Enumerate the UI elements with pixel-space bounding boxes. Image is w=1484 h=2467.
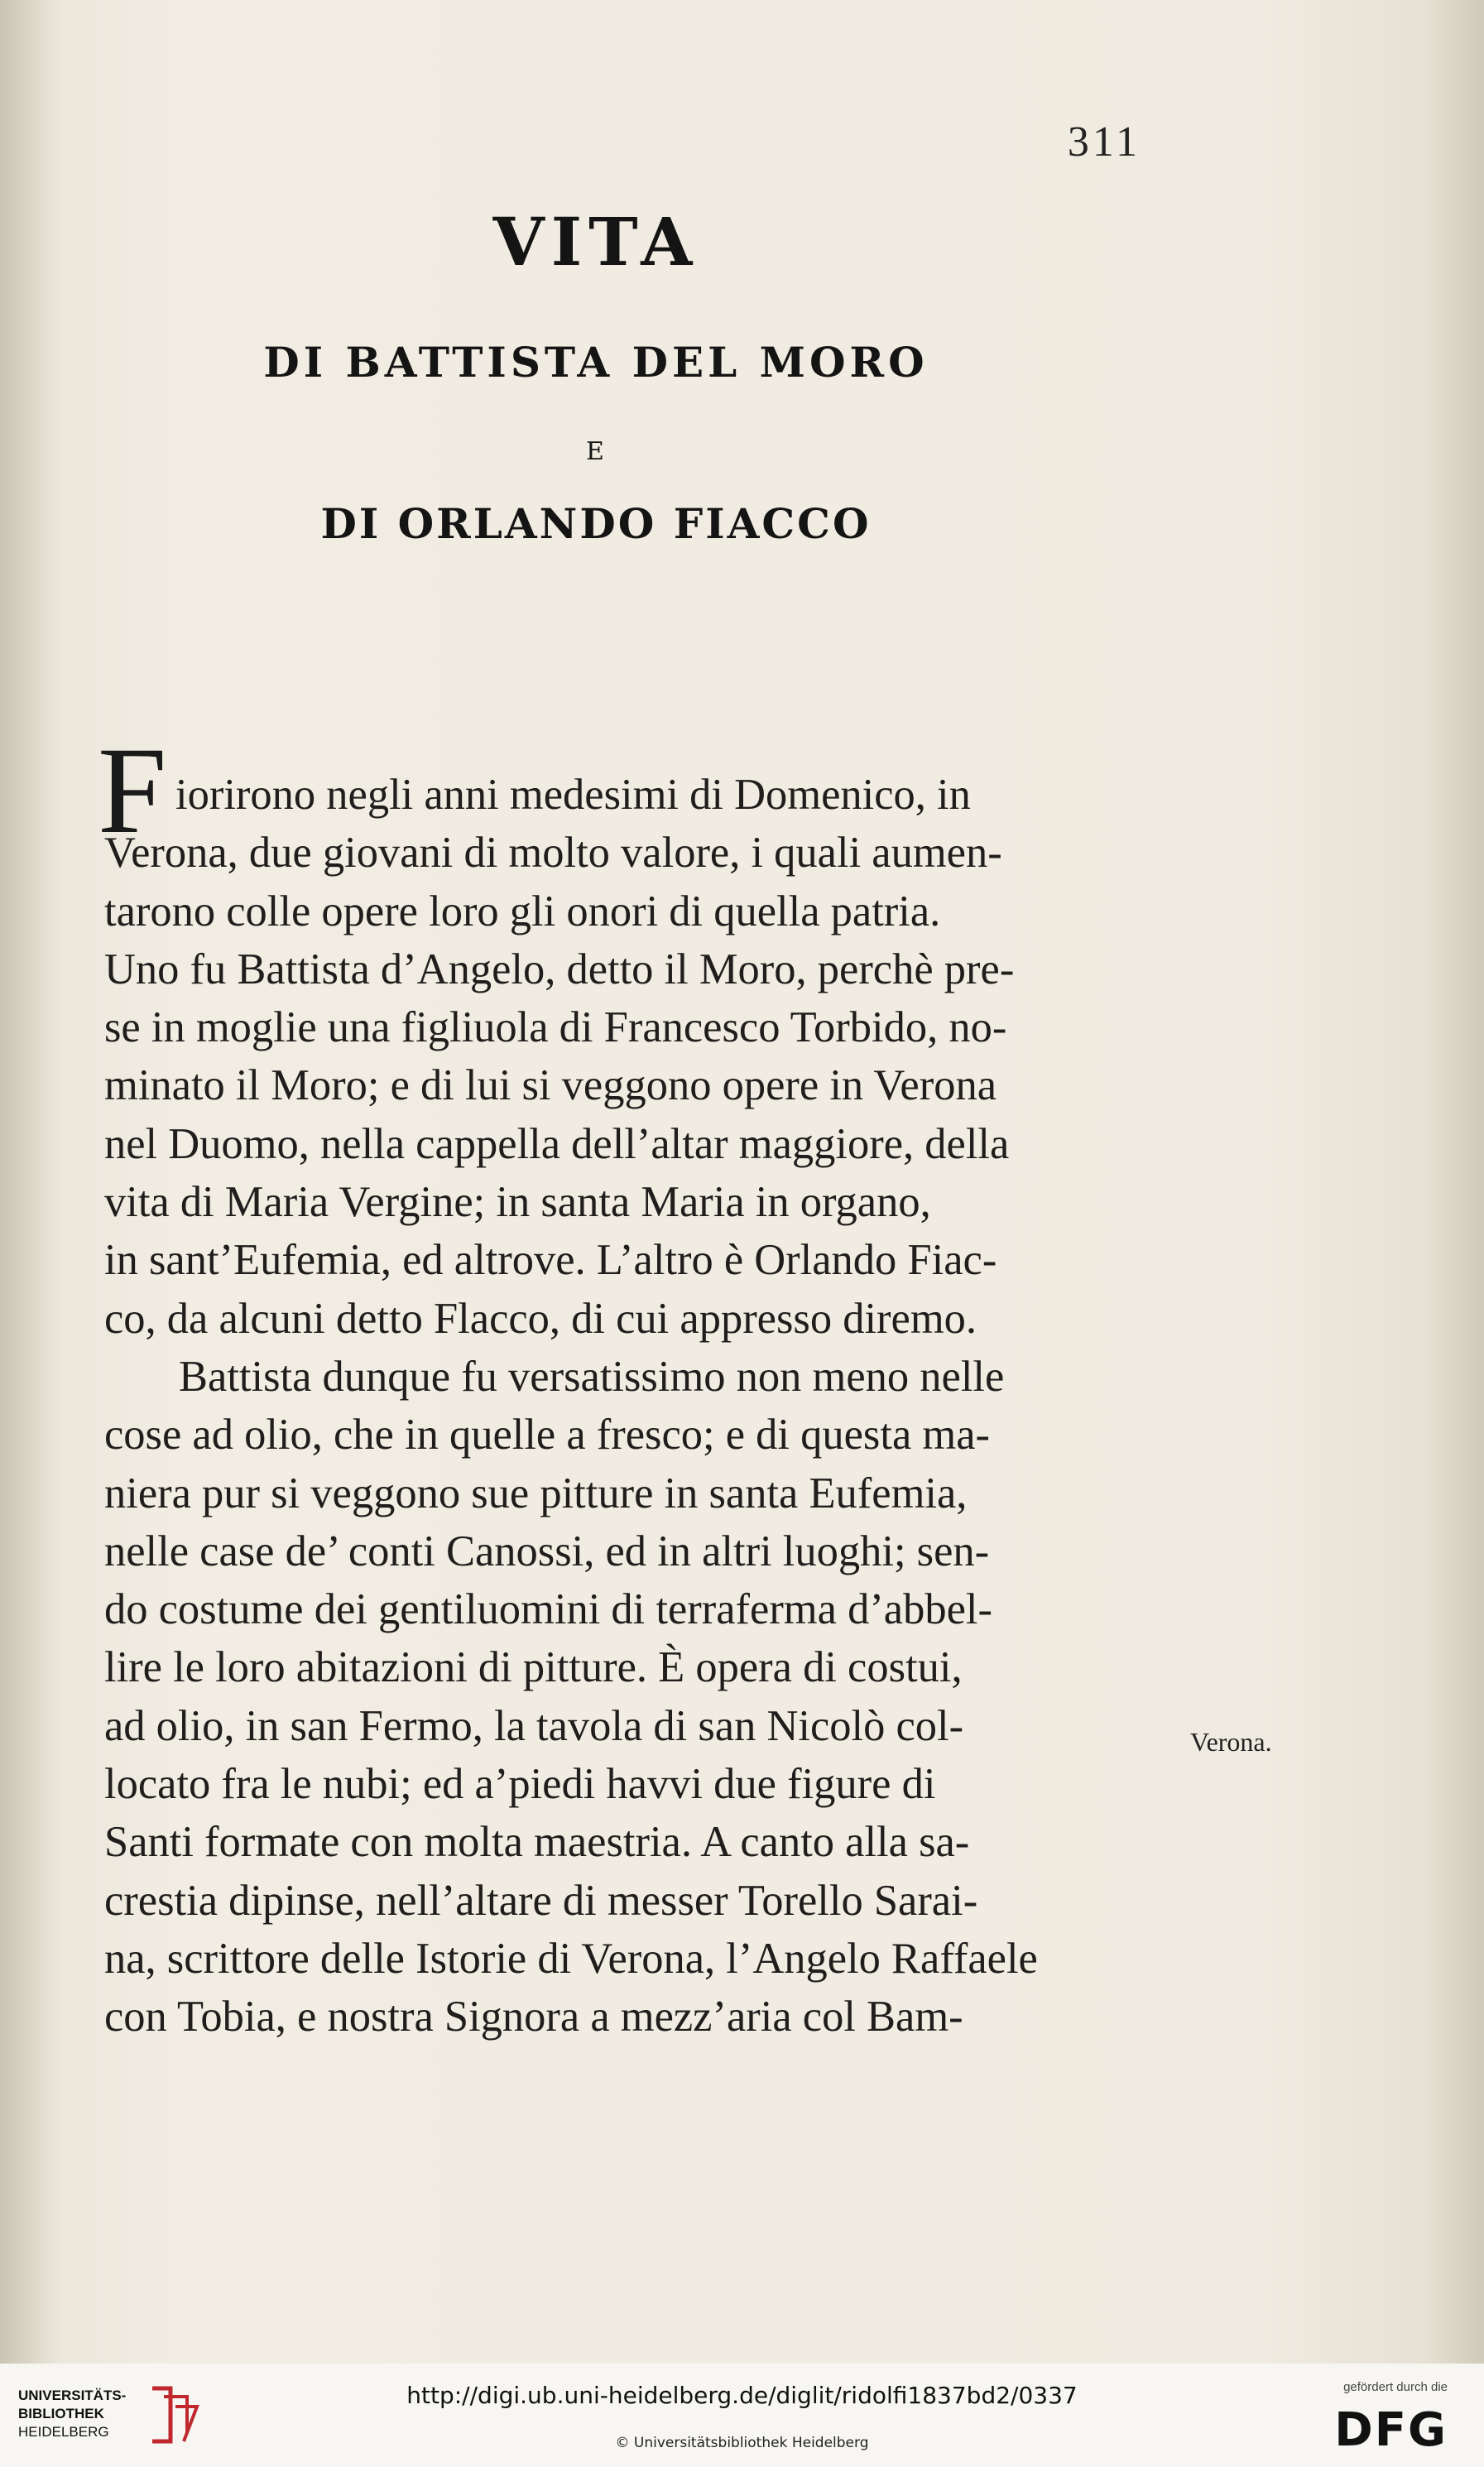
subtitle-battista: DI BATTISTA DEL MORO [263, 338, 929, 387]
text-line: ad olio, in san Fermo, la tavola di san Nicolò col- [104, 1701, 964, 1750]
text-line: nelle case de’ conti Canossi, ed in altri luoghi; sen- [104, 1527, 990, 1575]
footer-bar [0, 2364, 1484, 2467]
text-line: co, da alcuni detto Flacco, di cui appresso diremo. [104, 1294, 977, 1343]
funding-note: gefördert durch die [1343, 2380, 1448, 2394]
text-line: nel Duomo, nella cappella dell’altar maggiore, della [104, 1119, 1010, 1168]
text-line: lire le loro abitazioni di pitture. È opera di costui, [104, 1643, 963, 1692]
text-line: in sant’Eufemia, ed altrove. L’altro è Orlando Fiac- [104, 1236, 997, 1285]
permalink-url[interactable]: http://digi.ub.uni-heidelberg.de/diglit/ridolfi1837bd2/0337 [406, 2382, 1078, 2409]
text-line: iorirono negli anni medesimi di Domenico, in [175, 771, 971, 819]
margin-note: Verona. [1190, 1727, 1272, 1757]
body-text [104, 766, 1131, 2046]
text-line: do costume dei gentiluomini di terraferma d’abbel- [104, 1585, 992, 1634]
library-name-line: UNIVERSITÄTS- [18, 2388, 127, 2403]
dfg-logo[interactable]: DFG [1334, 2403, 1448, 2457]
subtitle-orlando: DI ORLANDO FIACCO [320, 499, 872, 548]
text-line: na, scrittore delle Istorie di Verona, l’Angelo Raffaele [104, 1934, 1038, 1983]
copyright-notice: © Universitätsbibliothek Heidelberg [615, 2435, 869, 2451]
text-line: niera pur si veggono sue pitture in santa Eufemia, [104, 1469, 968, 1517]
text-line: crestia dipinse, nell’altare di messer Torello Sarai- [104, 1876, 978, 1925]
text-line: Battista dunque fu versatissimo non meno nelle [179, 1352, 1005, 1401]
library-name-line: BIBLIOTHEK [18, 2406, 104, 2421]
text-line: cose ad olio, che in quelle a fresco; e di questa ma- [104, 1411, 990, 1460]
text-line: tarono colle opere loro gli onori di quella patria. [104, 887, 941, 935]
page-number: 311 [1067, 118, 1141, 166]
text-line: con Tobia, e nostra Signora a mezz’aria col Bam- [104, 1993, 963, 2041]
text-line: Uno fu Battista d’Angelo, detto il Moro, perchè pre- [104, 945, 1015, 993]
subtitle-conjunction: E [586, 437, 606, 466]
text-line: Verona, due giovani di molto valore, i quali aumen- [104, 829, 1002, 878]
page-title: VITA [492, 203, 699, 281]
drop-cap: F [98, 722, 167, 859]
text-line: Santi formate con molta maestria. A canto alla sa- [104, 1818, 970, 1867]
text-line: locato fra le nubi; ed a’piedi havvi due figure di [104, 1760, 936, 1809]
library-name-line: HEIDELBERG [18, 2424, 109, 2440]
text-line: se in moglie una figliuola di Francesco Torbido, no- [104, 1003, 1007, 1052]
text-line: minato il Moro; e di lui si veggono opere in Verona [104, 1061, 997, 1110]
text-line: vita di Maria Vergine; in santa Maria in organo, [104, 1178, 931, 1227]
